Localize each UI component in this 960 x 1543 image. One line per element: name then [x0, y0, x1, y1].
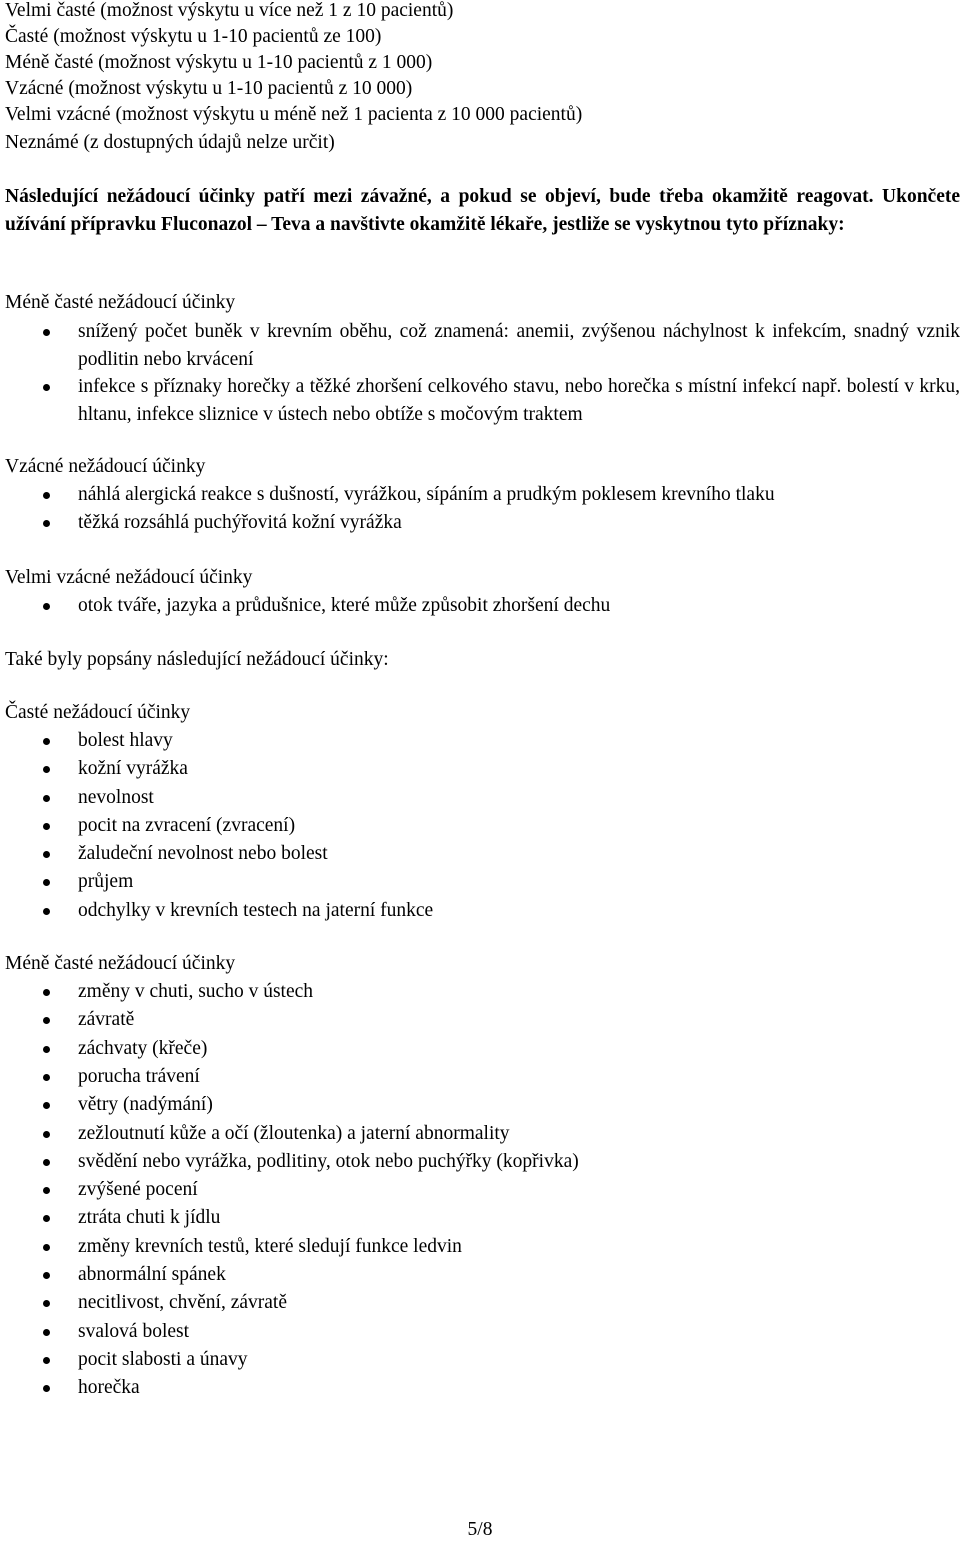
list-item: zežloutnutí kůže a očí (žloutenka) a jaterní abnormality — [5, 1120, 960, 1148]
bullet-icon — [43, 329, 50, 336]
list-item: záchvaty (křeče) — [5, 1035, 960, 1063]
list-item: těžká rozsáhlá puchýřovitá kožní vyrážka — [5, 509, 960, 537]
list-item: abnormální spánek — [5, 1261, 960, 1289]
bullet-icon — [43, 384, 50, 391]
list-item: bolest hlavy — [5, 727, 960, 755]
bullet-icon — [43, 823, 50, 830]
bullet-icon — [43, 766, 50, 773]
frequency-line-very-rare: Velmi vzácné (možnost výskytu u méně než 1 pacienta z 10 000 pacientů) — [5, 104, 583, 125]
frequency-line-rare: Vzácné (možnost výskytu u 1-10 pacientů z 10 000) — [5, 78, 413, 99]
list-item: svědění nebo vyrážka, podlitiny, otok nebo puchýřky (kopřivka) — [5, 1148, 960, 1176]
list-item: porucha trávení — [5, 1063, 960, 1091]
list-item: horečka — [5, 1374, 960, 1402]
bullet-icon — [43, 520, 50, 527]
list-item: pocit na zvracení (zvracení) — [5, 812, 960, 840]
bullet-icon — [43, 1074, 50, 1081]
list-item: změny krevních testů, které sledují funkce ledvin — [5, 1233, 960, 1261]
section-heading-rare-serious: Vzácné nežádoucí účinky — [5, 456, 206, 477]
bullet-icon — [43, 1017, 50, 1024]
bullet-icon — [43, 738, 50, 745]
bullet-icon — [43, 1159, 50, 1166]
section-heading-uncommon-serious: Méně časté nežádoucí účinky — [5, 292, 236, 313]
bullet-icon — [43, 1244, 50, 1251]
list-item: infekce s příznaky horečky a těžké zhoršení celkového stavu, nebo horečka s místní infekcí např. bolestí v krku, hltanu, infekce sliznice v ústech nebo obtíže s močovým traktem — [5, 373, 960, 429]
list-item: nevolnost — [5, 784, 960, 812]
frequency-line-very-common: Velmi časté (možnost výskytu u více než 1 z 10 pacientů) — [5, 0, 454, 21]
bullet-icon — [43, 989, 50, 996]
bullet-icon — [43, 1329, 50, 1336]
list-item: odchylky v krevních testech na jaterní funkce — [5, 897, 960, 925]
bullet-icon — [43, 908, 50, 915]
serious-effects-intro — [5, 183, 960, 238]
list-item: závratě — [5, 1006, 960, 1034]
bullet-icon — [43, 492, 50, 499]
list-item: svalová bolest — [5, 1318, 960, 1346]
bullet-icon — [43, 603, 50, 610]
list-item: průjem — [5, 868, 960, 896]
frequency-line-uncommon: Méně časté (možnost výskytu u 1-10 pacientů z 1 000) — [5, 52, 433, 73]
section-heading-uncommon: Méně časté nežádoucí účinky — [5, 953, 236, 974]
list-item: ztráta chuti k jídlu — [5, 1204, 960, 1232]
list-item: změny v chuti, sucho v ústech — [5, 978, 960, 1006]
frequency-line-unknown: Neznámé (z dostupných údajů nelze určit) — [5, 132, 335, 153]
serious-intro-instruction: Ukončete užívání přípravku Fluconazol – Teva a navštivte okamžitě lékaře, jestliže se vyskytnou tyto příznaky: — [5, 186, 960, 235]
list-item: zvýšené pocení — [5, 1176, 960, 1204]
bullet-icon — [43, 1385, 50, 1392]
serious-intro-bold: Následující nežádoucí účinky patří mezi závažné, a pokud se objeví, bude třeba okamžitě reagovat. — [5, 186, 874, 207]
list-item: otok tváře, jazyka a průdušnice, které může způsobit zhoršení dechu — [5, 592, 960, 620]
bullet-icon — [43, 879, 50, 886]
bullet-icon — [43, 1357, 50, 1364]
bullet-icon — [43, 1215, 50, 1222]
bullet-icon — [43, 851, 50, 858]
bullet-icon — [43, 1187, 50, 1194]
bullet-icon — [43, 1131, 50, 1138]
bullet-icon — [43, 1046, 50, 1053]
other-effects-heading: Také byly popsány následující nežádoucí účinky: — [5, 649, 389, 670]
page-number: 5/8 — [467, 1519, 493, 1540]
section-heading-common: Časté nežádoucí účinky — [5, 702, 191, 723]
section-heading-very-rare-serious: Velmi vzácné nežádoucí účinky — [5, 567, 253, 588]
bullet-icon — [43, 795, 50, 802]
list-item: žaludeční nevolnost nebo bolest — [5, 840, 960, 868]
list-item: náhlá alergická reakce s dušností, vyrážkou, sípáním a prudkým poklesem krevního tlaku — [5, 481, 960, 509]
list-item: kožní vyrážka — [5, 755, 960, 783]
list-item: pocit slabosti a únavy — [5, 1346, 960, 1374]
bullet-icon — [43, 1300, 50, 1307]
bullet-icon — [43, 1102, 50, 1109]
list-item: necitlivost, chvění, závratě — [5, 1289, 960, 1317]
list-item: snížený počet buněk v krevním oběhu, což znamená: anemii, zvýšenou náchylnost k infekcím, snadný vznik podlitin nebo krvácení — [5, 318, 960, 374]
list-item: větry (nadýmání) — [5, 1091, 960, 1119]
frequency-line-common: Časté (možnost výskytu u 1-10 pacientů ze 100) — [5, 26, 382, 47]
bullet-icon — [43, 1272, 50, 1279]
